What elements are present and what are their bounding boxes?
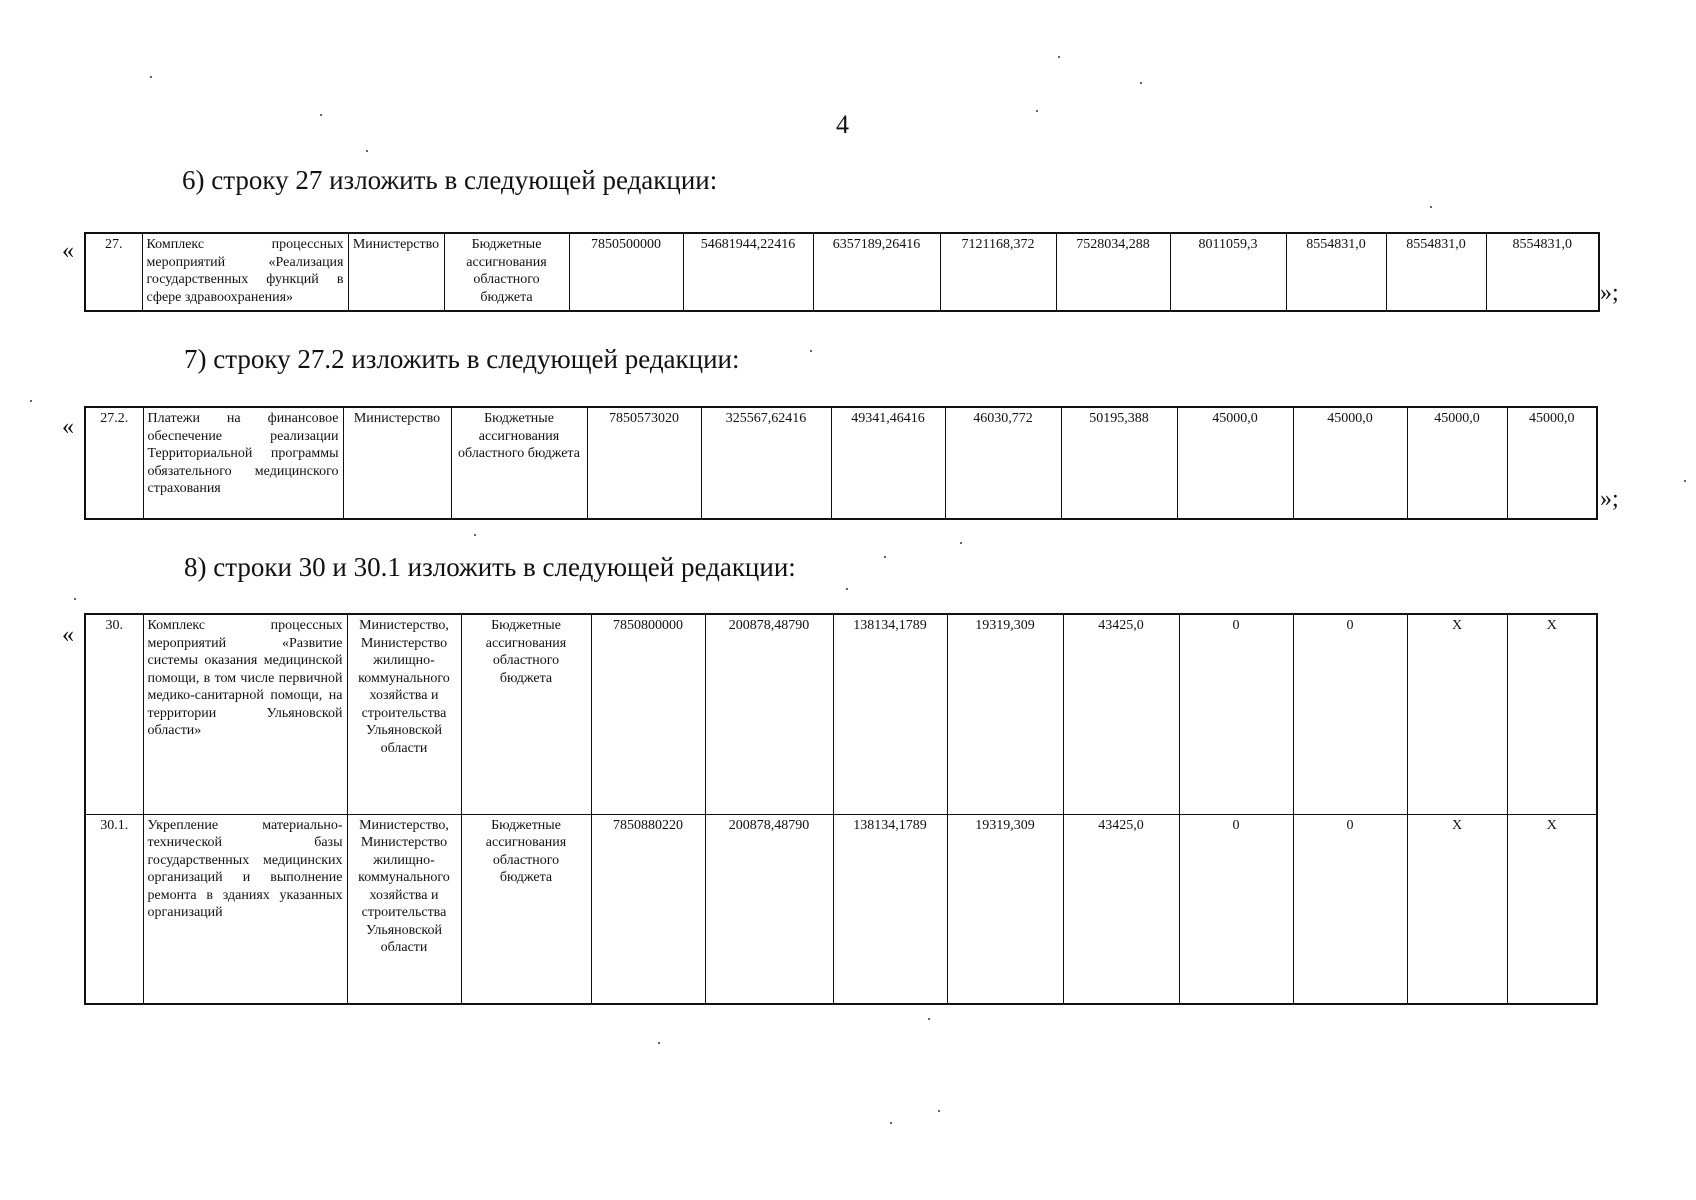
row-name: Платежи на финансовое обеспечение реализации Территориальной программы обязательного медицинского страхования (143, 407, 343, 519)
row-source: Бюджетные ассигнования областного бюджета (461, 614, 591, 814)
row-value-4: 0 (1179, 614, 1293, 814)
row-source: Бюджетные ассигнования областного бюджета (461, 814, 591, 1004)
section-heading-8: 8) строки 30 и 30.1 изложить в следующей редакции: (184, 552, 796, 582)
row-value-total: 200878,48790 (705, 614, 833, 814)
quote-close: »; (1600, 486, 1619, 512)
table-row (85, 233, 1599, 311)
row-value-3: 43425,0 (1063, 814, 1179, 1004)
row-value-5: 8554831,0 (1286, 233, 1386, 311)
row-value-7: 8554831,0 (1486, 233, 1599, 311)
row-value-4: 45000,0 (1177, 407, 1293, 519)
table-row (85, 814, 1597, 1004)
row-value-2: 19319,309 (947, 614, 1063, 814)
row-value-6: X (1407, 614, 1507, 814)
row-executor: Министерство (348, 233, 444, 311)
page-number: 4 (836, 110, 849, 139)
row-executor: Министерство (343, 407, 451, 519)
row-value-7: 45000,0 (1507, 407, 1597, 519)
quote-open: « (62, 622, 74, 648)
row-source: Бюджетные ассигнования областного бюджета (444, 233, 569, 311)
row-value-6: X (1407, 814, 1507, 1004)
row-value-7: X (1507, 614, 1597, 814)
amendment-table-row-27-2 (84, 406, 1598, 520)
row-code: 7850500000 (569, 233, 683, 311)
row-value-5: 0 (1293, 614, 1407, 814)
row-value-3: 7528034,288 (1056, 233, 1170, 311)
table-row (85, 407, 1597, 519)
row-value-1: 138134,1789 (833, 614, 947, 814)
row-value-4: 0 (1179, 814, 1293, 1004)
row-value-2: 46030,772 (945, 407, 1061, 519)
row-value-total: 200878,48790 (705, 814, 833, 1004)
row-value-5: 0 (1293, 814, 1407, 1004)
row-code: 7850880220 (591, 814, 705, 1004)
row-value-1: 49341,46416 (831, 407, 945, 519)
row-number: 27.2. (85, 407, 143, 519)
row-value-1: 6357189,26416 (813, 233, 940, 311)
section-heading-7: 7) строку 27.2 изложить в следующей редакции: (184, 344, 740, 374)
row-number: 30. (85, 614, 143, 814)
row-code: 7850800000 (591, 614, 705, 814)
row-executor: Министерство, Министерство жилищно-коммунального хозяйства и строительства Ульяновской области (347, 614, 461, 814)
row-source: Бюджетные ассигнования областного бюджета (451, 407, 587, 519)
row-value-6: 45000,0 (1407, 407, 1507, 519)
row-value-3: 50195,388 (1061, 407, 1177, 519)
row-name: Укрепление материально-технической базы государственных медицинских организаций и выполнение ремонта в зданиях указанных организаций (143, 814, 347, 1004)
quote-open: « (62, 238, 74, 264)
row-value-4: 8011059,3 (1170, 233, 1286, 311)
row-value-1: 138134,1789 (833, 814, 947, 1004)
amendment-table-rows-30 (84, 613, 1598, 1005)
row-number: 27. (85, 233, 142, 311)
row-value-7: X (1507, 814, 1597, 1004)
table-row (85, 614, 1597, 814)
row-name: Комплекс процессных мероприятий «Развитие системы оказания медицинской помощи, в том числе первичной медико-санитарной помощи, на территории Ульяновской области» (143, 614, 347, 814)
row-value-5: 45000,0 (1293, 407, 1407, 519)
row-name: Комплекс процессных мероприятий «Реализация государственных функций в сфере здравоохранения» (142, 233, 348, 311)
quote-close: »; (1600, 280, 1619, 306)
quote-open: « (62, 414, 74, 440)
amendment-table-row-27 (84, 232, 1600, 312)
row-value-2: 7121168,372 (940, 233, 1056, 311)
row-value-total: 325567,62416 (701, 407, 831, 519)
section-heading-6: 6) строку 27 изложить в следующей редакции: (182, 165, 718, 195)
row-executor: Министерство, Министерство жилищно-коммунального хозяйства и строительства Ульяновской области (347, 814, 461, 1004)
row-value-3: 43425,0 (1063, 614, 1179, 814)
row-number: 30.1. (85, 814, 143, 1004)
row-value-2: 19319,309 (947, 814, 1063, 1004)
row-value-6: 8554831,0 (1386, 233, 1486, 311)
row-code: 7850573020 (587, 407, 701, 519)
row-value-total: 54681944,22416 (683, 233, 813, 311)
